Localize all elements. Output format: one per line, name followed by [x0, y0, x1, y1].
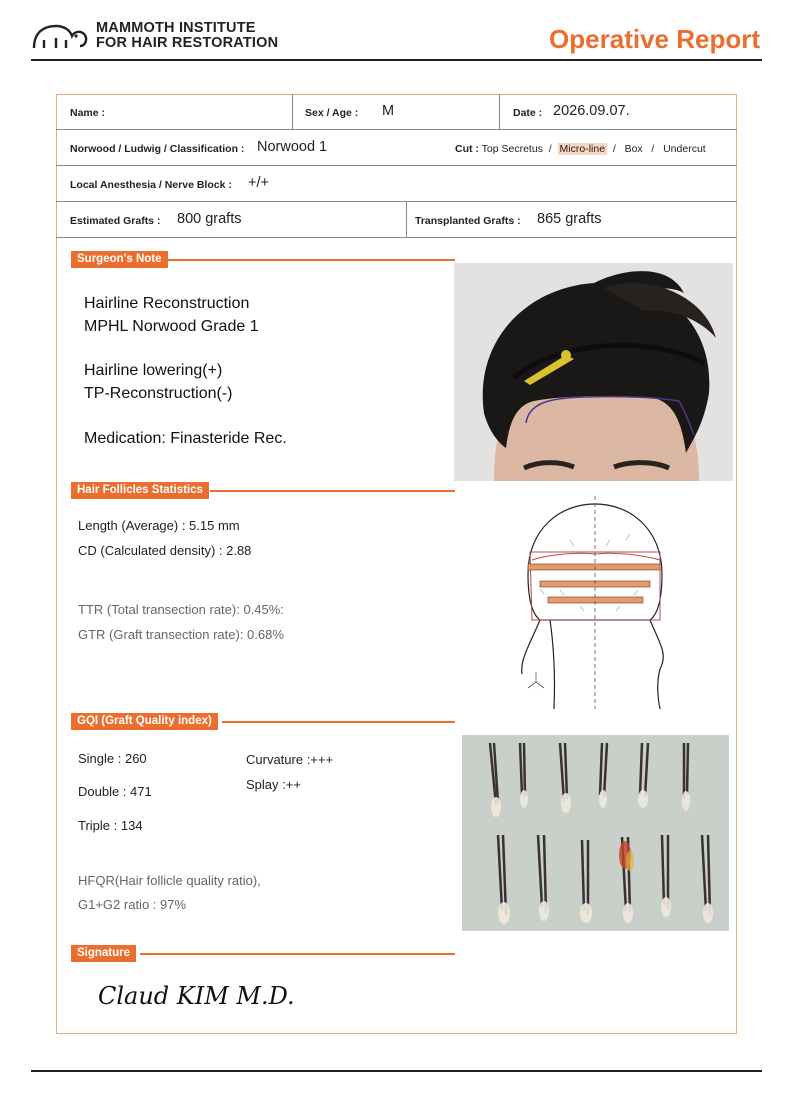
section-rule — [165, 259, 455, 261]
date-label: Date : — [513, 107, 543, 119]
note-line: Hairline lowering(+) — [84, 362, 223, 379]
cut-options: Cut : Top Secretus / Micro-line / Box / Undercut — [455, 143, 706, 155]
transplanted-grafts-label: Transplanted Grafts : — [415, 215, 521, 227]
gqi-double: Double : 471 — [78, 784, 152, 799]
note-line: MPHL Norwood Grade 1 — [84, 318, 259, 335]
gqi-curvature: Curvature :+++ — [246, 752, 334, 767]
gqi-heading: GQI (Graft Quality index) — [71, 713, 218, 730]
elephant-logo-icon — [30, 20, 92, 52]
classification-label: Norwood / Ludwig / Classification : — [70, 143, 245, 155]
footer-divider — [31, 1070, 762, 1072]
cut-label: Cut : — [455, 143, 479, 155]
anesthesia-label: Local Anesthesia / Nerve Block : — [70, 179, 232, 191]
name-label: Name : — [70, 107, 106, 119]
transplanted-grafts-value[interactable]: 865 grafts — [537, 211, 602, 227]
classification-value[interactable]: Norwood 1 — [257, 139, 328, 155]
cut-option-micro-line[interactable]: Micro-line — [559, 143, 606, 155]
estimated-grafts-value[interactable]: 800 grafts — [177, 211, 242, 227]
estimated-grafts-label: Estimated Grafts : — [70, 215, 161, 227]
cut-option-undercut[interactable]: Undercut — [663, 143, 706, 155]
info-row-grafts — [56, 202, 737, 238]
stat-cd: CD (Calculated density) : 2.88 — [78, 543, 252, 558]
stat-gtr: GTR (Graft transection rate): 0.68% — [78, 627, 284, 642]
cut-option-top-secretus[interactable]: Top Secretus — [481, 143, 543, 155]
note-line: Hairline Reconstruction — [84, 295, 250, 312]
page-title: Operative Report — [549, 24, 760, 54]
info-row-classification — [56, 130, 737, 166]
stat-ttr: TTR (Total transection rate): 0.45%: — [78, 602, 284, 617]
note-line: Medication: Finasteride Rec. — [84, 430, 287, 447]
stat-length: Length (Average) : 5.15 mm — [78, 518, 240, 533]
institute-name: MAMMOTH INSTITUTE FOR HAIR RESTORATION — [96, 20, 279, 51]
follicles-stats-heading: Hair Follicles Statistics — [71, 482, 209, 499]
surgeons-note-heading: Surgeon's Note — [71, 251, 168, 268]
section-rule — [140, 953, 455, 955]
gqi-triple: Triple : 134 — [78, 818, 143, 833]
signature-handwriting: Claud KIM M.D. — [98, 982, 295, 1010]
donor-area-diagram — [510, 494, 680, 714]
info-row-anesthesia — [56, 166, 737, 202]
graft-specimen-photo — [462, 735, 729, 931]
gqi-single: Single : 260 — [78, 751, 147, 766]
patient-hairline-photo — [454, 263, 733, 481]
gqi-hfqr: HFQR(Hair follicle quality ratio), — [78, 873, 261, 888]
section-rule — [222, 721, 455, 723]
signature-heading: Signature — [71, 945, 136, 962]
sex-age-value[interactable]: M — [382, 103, 395, 119]
info-row-name — [56, 94, 737, 130]
sex-age-label: Sex / Age : — [305, 107, 359, 119]
header-divider — [31, 59, 762, 61]
gqi-ratio: G1+G2 ratio : 97% — [78, 897, 187, 912]
date-value[interactable]: 2026.09.07. — [553, 103, 630, 119]
anesthesia-value[interactable]: +/+ — [248, 175, 269, 191]
cut-option-box[interactable]: Box — [624, 143, 643, 155]
gqi-splay: Splay :++ — [246, 777, 301, 792]
section-rule — [210, 490, 455, 492]
note-line: TP-Reconstruction(-) — [84, 385, 233, 402]
